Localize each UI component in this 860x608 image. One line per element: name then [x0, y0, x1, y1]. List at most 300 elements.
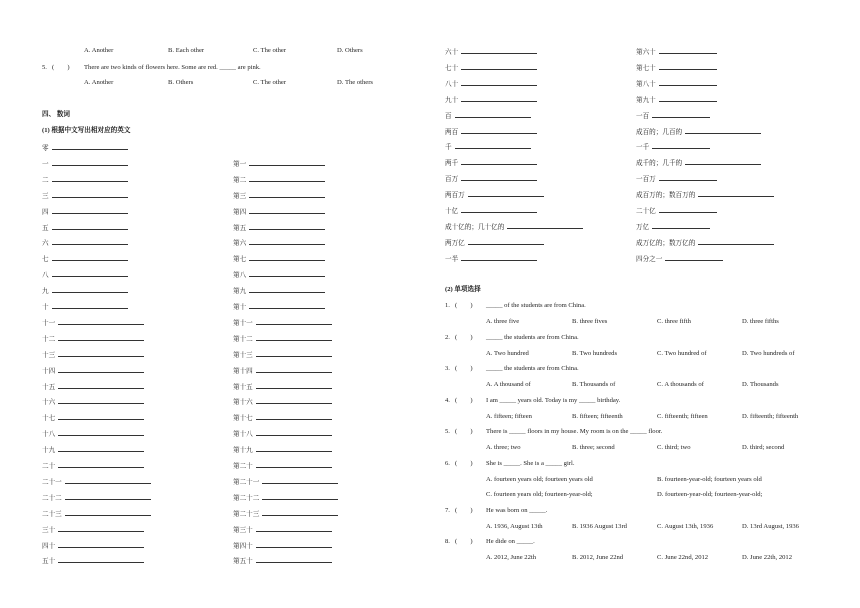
number-item-label: 十九 [42, 447, 56, 455]
number-item-label: 十一 [42, 319, 56, 327]
number-item [42, 461, 144, 471]
number-item [445, 95, 537, 105]
number-item-answer-blank[interactable] [52, 143, 128, 150]
number-item [42, 286, 128, 296]
ordinal-item [636, 238, 774, 248]
number-item [445, 174, 537, 184]
ordinal-item-answer-blank[interactable] [249, 302, 325, 309]
ordinal-item [233, 366, 332, 376]
number-item-label: 十四 [42, 367, 56, 375]
ordinal-item-answer-blank[interactable] [262, 509, 338, 516]
number-item-label: 一半 [445, 255, 459, 263]
number-item-answer-blank[interactable] [52, 238, 128, 245]
ordinal-item [636, 127, 761, 137]
mcq-option[interactable]: A. 2012, June 22th [486, 554, 537, 561]
number-item [42, 254, 128, 264]
mcq-option[interactable]: A. A thousand of [486, 381, 531, 388]
number-item [42, 382, 144, 392]
number-item-answer-blank[interactable] [52, 159, 128, 166]
number-item [42, 541, 144, 551]
mcq-stem: _____ the students are from China. [486, 333, 579, 341]
number-item-answer-blank[interactable] [58, 556, 144, 563]
number-item-answer-blank[interactable] [58, 525, 144, 532]
ordinal-item-label: 第六 [233, 240, 247, 248]
mcq-number: 1. [445, 302, 450, 309]
number-item-answer-blank[interactable] [52, 191, 128, 198]
ordinal-item-label: 第二 [233, 176, 247, 184]
mcq-stem: _____ the students are from China. [486, 365, 579, 372]
mcq-option[interactable]: C. fourteen years old; fourteen-year-old; [486, 491, 593, 498]
number-item-label: 四 [42, 208, 49, 216]
mcq-paren[interactable]: ( ) [455, 459, 473, 467]
q5-option: C. The other [253, 79, 287, 86]
number-item-label: 八 [42, 272, 49, 280]
ordinal-item [233, 382, 332, 392]
number-item [42, 334, 144, 344]
mcq-option[interactable]: B. fourteen-year-old; fourteen years old [657, 475, 762, 483]
mcq-number: 7. [445, 506, 450, 514]
number-item-answer-blank[interactable] [461, 158, 537, 165]
ordinal-item-answer-blank[interactable] [249, 175, 325, 182]
q5-stem: There are two kinds of flowers here. Some are red. _____ are pink. [84, 64, 261, 71]
ordinal-item-label: 第三十 [233, 526, 253, 534]
mcq-paren[interactable]: ( ) [455, 538, 473, 545]
ordinal-item-label: 第十 [233, 304, 247, 311]
number-item [445, 79, 537, 89]
ordinal-item [636, 95, 717, 105]
number-item [42, 302, 128, 312]
mcq-option[interactable]: B. 1936 August 13rd [572, 522, 627, 530]
mcq-option[interactable]: C. third; two [657, 444, 691, 451]
ordinal-item-label: 成千的；几千的 [636, 160, 683, 168]
number-item-answer-blank[interactable] [65, 477, 151, 484]
mcq-stem: There is _____ floors in my house. My room is on the _____ floor. [486, 428, 663, 435]
mcq-option[interactable]: C. Two hundred of [657, 349, 707, 357]
ordinal-item [233, 541, 332, 551]
number-item-label: 九 [42, 288, 49, 296]
number-item-label: 二十二 [42, 494, 62, 502]
number-item-answer-blank[interactable] [52, 254, 128, 261]
ordinal-item [636, 190, 774, 200]
number-item [445, 158, 537, 168]
ordinal-item [233, 556, 332, 566]
mcq-option[interactable]: D. fourteen-year-old; fourteen-year-old; [657, 491, 763, 498]
number-item-answer-blank[interactable] [58, 541, 144, 548]
number-item-answer-blank[interactable] [52, 302, 128, 309]
number-item-answer-blank[interactable] [461, 174, 537, 181]
ordinal-item [636, 206, 717, 216]
q4-option: B. Each other [168, 47, 205, 54]
number-item [42, 509, 151, 519]
number-item-answer-blank[interactable] [461, 206, 537, 213]
ordinal-item-answer-blank[interactable] [698, 238, 774, 245]
ordinal-item-answer-blank[interactable] [249, 223, 325, 230]
ordinal-item-label: 第七 [233, 256, 247, 264]
mcq-option[interactable]: D. three fifths [742, 318, 779, 325]
number-item [445, 222, 583, 232]
ordinal-item-label: 第十八 [233, 431, 253, 439]
number-item-answer-blank[interactable] [52, 270, 128, 277]
ordinal-item-label: 第五 [233, 224, 247, 232]
ordinal-item-label: 成万亿的；数万亿的 [636, 239, 696, 247]
number-item [445, 111, 531, 121]
ordinal-item [233, 509, 338, 519]
ordinal-item [636, 222, 710, 232]
ordinal-item-answer-blank[interactable] [659, 95, 717, 102]
mcq-stem: He dide on _____. [486, 538, 535, 545]
ordinal-item [636, 47, 717, 57]
ordinal-item-answer-blank[interactable] [249, 270, 325, 277]
ordinal-item-label: 第三 [233, 192, 247, 200]
number-item-answer-blank[interactable] [65, 493, 151, 500]
number-item [445, 254, 537, 264]
number-item-label: 八十 [445, 80, 459, 88]
mcq-option[interactable]: D. third; second [742, 444, 785, 451]
mcq-option[interactable]: A. three; two [486, 444, 521, 451]
ordinal-item-answer-blank[interactable] [659, 79, 717, 86]
ordinal-item-label: 第五十 [233, 558, 253, 566]
ordinal-item [233, 286, 325, 296]
number-item-label: 十亿 [445, 208, 459, 215]
ordinal-item-answer-blank[interactable] [249, 191, 325, 198]
number-item-label: 十 [42, 304, 49, 311]
number-item-answer-blank[interactable] [461, 47, 537, 54]
ordinal-item-label: 万亿 [636, 223, 650, 231]
number-item [42, 191, 128, 201]
number-item [42, 223, 128, 233]
number-item-label: 九十 [445, 96, 459, 104]
number-item [445, 142, 531, 152]
ordinal-item [233, 397, 332, 407]
number-item [445, 238, 544, 248]
number-item-label: 七 [42, 256, 49, 264]
number-item-label: 十五 [42, 383, 56, 391]
number-item [42, 366, 144, 376]
number-item-answer-blank[interactable] [455, 142, 531, 149]
number-item [445, 206, 537, 216]
number-item-answer-blank[interactable] [58, 397, 144, 404]
ordinal-item-label: 第九 [233, 288, 247, 296]
ordinal-item-label: 第四十 [233, 542, 253, 550]
number-item-label: 两百 [445, 128, 459, 136]
ordinal-item-label: 四分之一 [636, 255, 663, 263]
number-item-answer-blank[interactable] [58, 350, 144, 357]
number-item-label: 两万亿 [445, 239, 465, 247]
mcq-option[interactable]: B. fifteen; fifteenth [572, 412, 623, 420]
ordinal-item [233, 461, 332, 471]
ordinal-item [233, 270, 325, 280]
ordinal-item-label: 第十六 [233, 399, 253, 407]
number-item-label: 十七 [42, 415, 56, 423]
number-item-label: 三 [42, 192, 49, 200]
number-item-answer-blank[interactable] [58, 318, 144, 325]
number-item-answer-blank[interactable] [58, 461, 144, 468]
ordinal-item [233, 429, 332, 439]
ordinal-item-answer-blank[interactable] [256, 366, 332, 373]
ordinal-item [636, 174, 717, 184]
ordinal-item-answer-blank[interactable] [249, 159, 325, 166]
mcq-option[interactable]: B. Thousands of [572, 381, 616, 388]
ordinal-item [233, 238, 325, 248]
number-item-label: 一 [42, 160, 49, 168]
ordinal-item-label: 第一 [233, 160, 247, 168]
number-item-label: 百万 [445, 176, 459, 184]
q4-option: D. Others [337, 47, 363, 54]
ordinal-item-answer-blank[interactable] [249, 207, 325, 214]
number-item [42, 493, 151, 503]
number-item-label: 千 [445, 144, 452, 152]
number-item-label: 百 [445, 112, 452, 120]
mcq-stem: She is _____. She is a _____ girl. [486, 459, 575, 467]
mcq-option[interactable]: A. 1936, August 13th [486, 522, 543, 530]
ordinal-item-label: 成百的；几百的 [636, 128, 683, 136]
number-item-label: 二十一 [42, 478, 62, 486]
number-item [42, 270, 128, 280]
ordinal-item-answer-blank[interactable] [685, 127, 761, 134]
ordinal-item-label: 一千 [636, 144, 650, 152]
number-item-answer-blank[interactable] [65, 509, 151, 516]
number-item-answer-blank[interactable] [52, 286, 128, 293]
number-item-answer-blank[interactable] [52, 223, 128, 230]
ordinal-item-answer-blank[interactable] [652, 222, 710, 229]
ordinal-item [233, 254, 325, 264]
ordinal-item-answer-blank[interactable] [659, 174, 717, 181]
mcq-option[interactable]: D. fifteenth; fifteenth [742, 412, 799, 420]
ordinal-item-answer-blank[interactable] [256, 541, 332, 548]
number-item [42, 350, 144, 360]
number-item-label: 六十 [445, 49, 459, 56]
number-item [445, 190, 544, 200]
number-item-answer-blank[interactable] [455, 111, 531, 118]
number-item-answer-blank[interactable] [468, 190, 544, 197]
number-item-answer-blank[interactable] [507, 222, 583, 229]
number-item-label: 十六 [42, 399, 56, 407]
mcq-paren[interactable]: ( ) [455, 333, 473, 341]
ordinal-item-answer-blank[interactable] [659, 63, 717, 70]
ordinal-item-answer-blank[interactable] [249, 238, 325, 245]
ordinal-item-answer-blank[interactable] [256, 318, 332, 325]
mcq-paren[interactable]: ( ) [455, 396, 473, 404]
mcq-option[interactable]: D. Thousands [742, 381, 779, 388]
ordinal-item [636, 158, 761, 168]
subsection-title: (2) 单项选择 [445, 286, 481, 293]
q5-option: B. Others [168, 79, 194, 86]
ordinal-item [233, 493, 338, 503]
ordinal-item [636, 254, 723, 264]
mcq-option[interactable]: C. fifteenth; fifteen [657, 412, 708, 420]
ordinal-item-label: 第七十 [636, 64, 656, 72]
ordinal-item-answer-blank[interactable] [685, 158, 761, 165]
number-item [42, 413, 144, 423]
mcq-option[interactable]: B. 2012, June 22nd [572, 554, 624, 561]
number-item-label: 成十亿的；几十亿的 [445, 223, 505, 231]
number-item-answer-blank[interactable] [58, 413, 144, 420]
number-item-label: 两百万 [445, 192, 465, 200]
number-item [42, 445, 144, 455]
mcq-option[interactable]: D. Two hundreds of [742, 349, 795, 357]
mcq-option[interactable]: B. Two hundreds [572, 349, 618, 357]
ordinal-item-label: 第二十一 [233, 478, 260, 486]
mcq-option[interactable]: C. A thousands of [657, 381, 704, 388]
ordinal-item-answer-blank[interactable] [256, 413, 332, 420]
mcq-stem: He was born on _____. [486, 506, 548, 514]
mcq-paren[interactable]: ( ) [455, 428, 473, 435]
number-item-answer-blank[interactable] [58, 334, 144, 341]
mcq-number: 2. [445, 333, 450, 341]
number-item-label: 五 [42, 224, 49, 232]
ordinal-item-answer-blank[interactable] [652, 142, 710, 149]
ordinal-item-label: 一百 [636, 112, 650, 120]
ordinal-item-answer-blank[interactable] [256, 397, 332, 404]
number-item-answer-blank[interactable] [52, 207, 128, 214]
ordinal-item-label: 二十亿 [636, 208, 656, 215]
number-item [42, 175, 128, 185]
ordinal-item-label: 第十九 [233, 447, 253, 455]
ordinal-item [636, 79, 717, 89]
ordinal-item-label: 第八十 [636, 80, 656, 88]
number-item [42, 207, 128, 217]
number-item [42, 318, 144, 328]
mcq-option[interactable]: B. three; second [572, 444, 615, 451]
q5-number: 5. [42, 64, 47, 71]
ordinal-item-answer-blank[interactable] [665, 254, 723, 261]
number-item-answer-blank[interactable] [461, 127, 537, 134]
ordinal-item-answer-blank[interactable] [256, 556, 332, 563]
ordinal-item-answer-blank[interactable] [249, 254, 325, 261]
ordinal-item-label: 第十七 [233, 415, 253, 423]
number-item-label: 二 [42, 176, 49, 184]
subsection-title: (1) 根据中文写出相对应的英文 [42, 127, 131, 134]
ordinal-item-label: 成百万的；数百万的 [636, 192, 696, 200]
mcq-option[interactable]: A. Two hundred [486, 349, 529, 357]
mcq-number: 4. [445, 396, 450, 404]
ordinal-item-label: 第十三 [233, 351, 253, 359]
mcq-number: 3. [445, 365, 450, 372]
ordinal-item [233, 159, 325, 169]
ordinal-item [233, 223, 325, 233]
mcq-number: 6. [445, 459, 450, 467]
number-item-answer-blank[interactable] [461, 79, 537, 86]
mcq-option[interactable]: D. 13rd August, 1936 [742, 522, 799, 530]
ordinal-item-answer-blank[interactable] [256, 525, 332, 532]
ordinal-item-answer-blank[interactable] [698, 190, 774, 197]
ordinal-item-label: 第二十三 [233, 510, 260, 518]
q4-option: A. Another [84, 47, 114, 54]
ordinal-item-answer-blank[interactable] [262, 477, 338, 484]
ordinal-item-label: 第六十 [636, 49, 656, 56]
number-item-answer-blank[interactable] [461, 254, 537, 261]
ordinal-item [233, 413, 332, 423]
number-item-answer-blank[interactable] [461, 63, 537, 70]
mcq-stem: I am _____ years old. Today is my _____ birthday. [486, 396, 621, 404]
number-item-answer-blank[interactable] [58, 382, 144, 389]
mcq-option[interactable]: A. fifteen; fifteen [486, 412, 532, 420]
ordinal-item-answer-blank[interactable] [249, 286, 325, 293]
ordinal-item [233, 302, 325, 312]
number-item [42, 477, 151, 487]
q5-paren: ( ) [52, 64, 70, 71]
ordinal-item-answer-blank[interactable] [659, 206, 717, 213]
number-item-label: 十三 [42, 351, 56, 359]
ordinal-item-label: 第九十 [636, 96, 656, 104]
ordinal-item-answer-blank[interactable] [256, 429, 332, 436]
mcq-paren[interactable]: ( ) [455, 506, 473, 514]
ordinal-item [636, 63, 717, 73]
number-item [42, 159, 128, 169]
mcq-option[interactable]: C. June 22nd, 2012 [657, 554, 709, 561]
ordinal-item [233, 525, 332, 535]
mcq-option[interactable]: C. three fifth [657, 318, 691, 325]
number-item-label: 四十 [42, 542, 56, 550]
number-item-answer-blank[interactable] [58, 445, 144, 452]
ordinal-item-answer-blank[interactable] [652, 111, 710, 118]
number-item [445, 63, 537, 73]
mcq-option[interactable]: B. three fives [572, 318, 608, 325]
number-item-label: 零 [42, 145, 49, 152]
ordinal-item-label: 第十五 [233, 383, 253, 391]
ordinal-item [636, 142, 710, 152]
ordinal-item-answer-blank[interactable] [256, 382, 332, 389]
q4-option: C. The other [253, 47, 287, 54]
ordinal-item [233, 477, 338, 487]
section-title: 四、 数词 [42, 111, 71, 118]
ordinal-item-label: 第八 [233, 272, 247, 280]
ordinal-item [233, 445, 332, 455]
ordinal-item [233, 334, 332, 344]
number-item-answer-blank[interactable] [461, 95, 537, 102]
ordinal-item [233, 318, 332, 328]
number-item [445, 47, 537, 57]
ordinal-item [233, 350, 332, 360]
ordinal-item-label: 第十二 [233, 335, 253, 343]
number-item [42, 143, 128, 153]
mcq-option[interactable]: A. three five [486, 318, 520, 325]
ordinal-item-answer-blank[interactable] [659, 47, 717, 54]
mcq-paren[interactable]: ( ) [455, 302, 473, 309]
ordinal-item-label: 第十四 [233, 367, 253, 375]
ordinal-item-answer-blank[interactable] [262, 493, 338, 500]
number-item-label: 三十 [42, 526, 56, 534]
mcq-option[interactable]: C. August 13th, 1936 [657, 522, 714, 530]
number-item [42, 556, 144, 566]
ordinal-item [233, 175, 325, 185]
number-item-label: 两千 [445, 160, 459, 168]
mcq-option[interactable]: D. June 22th, 2012 [742, 554, 793, 561]
number-item-label: 七十 [445, 64, 459, 72]
number-item [445, 127, 537, 137]
number-item [42, 238, 128, 248]
number-item-label: 五十 [42, 558, 56, 566]
q5-option: A. Another [84, 79, 114, 86]
mcq-paren[interactable]: ( ) [455, 365, 473, 372]
ordinal-item-answer-blank[interactable] [256, 334, 332, 341]
number-item-answer-blank[interactable] [58, 429, 144, 436]
number-item [42, 429, 144, 439]
ordinal-item-answer-blank[interactable] [256, 350, 332, 357]
ordinal-item-label: 第二十 [233, 463, 253, 470]
ordinal-item-label: 一百万 [636, 176, 656, 184]
number-item-answer-blank[interactable] [58, 366, 144, 373]
ordinal-item-answer-blank[interactable] [256, 461, 332, 468]
ordinal-item-label: 第十一 [233, 319, 253, 327]
number-item-answer-blank[interactable] [468, 238, 544, 245]
ordinal-item-answer-blank[interactable] [256, 445, 332, 452]
number-item-answer-blank[interactable] [52, 175, 128, 182]
mcq-option[interactable]: A. fourteen years old; fourteen years old [486, 475, 593, 483]
q5-option: D. The others [337, 79, 373, 86]
number-item-label: 六 [42, 240, 49, 248]
number-item [42, 525, 144, 535]
